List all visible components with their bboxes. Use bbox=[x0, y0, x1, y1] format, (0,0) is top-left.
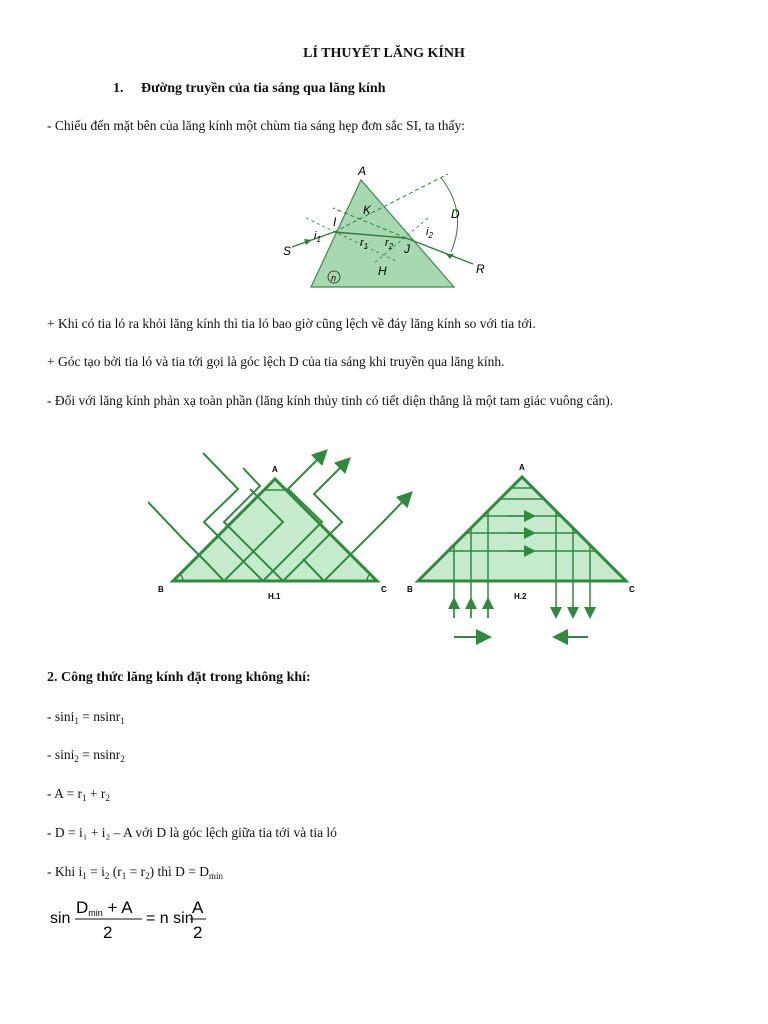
formula-3 bbox=[47, 786, 110, 803]
formula-5-s3: 1 bbox=[121, 871, 127, 881]
formula-6-numer-D: D bbox=[76, 898, 89, 917]
formula-2-prefix: - sini bbox=[47, 747, 75, 762]
formula-6-denom: 2 bbox=[103, 923, 113, 942]
formula-2-sub1: 2 bbox=[74, 754, 79, 764]
h1-label-A: A bbox=[272, 465, 278, 474]
section-1-number: 1. bbox=[113, 81, 124, 96]
formula-5-s1: 1 bbox=[82, 871, 87, 881]
formula-1-sub1: 1 bbox=[74, 716, 79, 726]
incident-ray bbox=[292, 232, 334, 247]
formula-5-t4: ) thì D = D bbox=[149, 864, 209, 879]
label-D: D bbox=[451, 207, 460, 221]
formula-1-prefix: - sini bbox=[47, 709, 75, 724]
point-1: + Khi có tia ló ra khỏi lăng kính thì tia ló bao giờ cũng lệch về đáy lăng kính so với tia tới. bbox=[47, 316, 536, 331]
prism-refraction-figure bbox=[278, 160, 498, 295]
formula-1-mid: = nsinr bbox=[78, 709, 121, 724]
total-reflection-figure bbox=[148, 448, 648, 648]
h2-label-B: B bbox=[407, 585, 413, 594]
formula-2-mid: = nsinr bbox=[78, 747, 121, 762]
label-R: R bbox=[476, 262, 485, 276]
label-H: H bbox=[378, 264, 387, 278]
formula-5-s4: 2 bbox=[145, 871, 150, 881]
label-i1 bbox=[314, 230, 321, 244]
incident-arrow bbox=[304, 239, 312, 245]
page-title: LÍ THUYẾT LĂNG KÍNH bbox=[303, 46, 465, 61]
section-1-title: Đường truyền của tia sáng qua lăng kính bbox=[141, 81, 386, 96]
h2-label-A: A bbox=[519, 463, 525, 472]
label-r1-sub: 1 bbox=[363, 242, 369, 251]
formula-3-mid: + r bbox=[86, 786, 106, 801]
point-2: + Góc tạo bởi tia ló và tia tới gọi là góc lệch D của tia sáng khi truyền qua lăng kính. bbox=[47, 354, 505, 369]
formula-3-sub2: 2 bbox=[105, 793, 110, 803]
prism-h2-triangle bbox=[418, 477, 626, 581]
label-S: S bbox=[283, 244, 292, 258]
label-r2-sub: 2 bbox=[388, 242, 394, 251]
formula-1-sub2: 1 bbox=[120, 716, 125, 726]
formula-2 bbox=[47, 747, 125, 764]
prism-h1 bbox=[148, 452, 410, 601]
label-i2 bbox=[426, 226, 433, 240]
label-A: A bbox=[358, 164, 367, 178]
h2-caption: H.2 bbox=[514, 592, 527, 601]
formula-5-t1: = i bbox=[86, 864, 105, 879]
formula-6-denom2: 2 bbox=[193, 923, 203, 942]
label-r1-main: r bbox=[360, 237, 364, 249]
label-i2-main: i bbox=[426, 226, 429, 238]
label-i1-sub: 1 bbox=[316, 235, 321, 244]
label-K: K bbox=[363, 203, 372, 217]
h1-caption: H.1 bbox=[268, 592, 281, 601]
label-i2-sub: 2 bbox=[428, 231, 433, 240]
formula-6-eq: = n sin bbox=[146, 910, 194, 927]
formula-6-sin1: sin bbox=[50, 910, 71, 927]
label-n: n bbox=[331, 273, 337, 283]
h1-label-C: C bbox=[381, 585, 387, 594]
formula-5 bbox=[47, 864, 223, 881]
formula-6-numer2: A bbox=[192, 898, 204, 917]
formula-3-prefix: - A = r bbox=[47, 786, 82, 801]
formula-1 bbox=[47, 709, 125, 726]
label-J: J bbox=[404, 242, 410, 256]
label-i1-main: i bbox=[314, 230, 317, 242]
point-3: - Đối với lăng kính phản xạ toàn phần (lăng kính thủy tinh có tiết diện thẳng là một tam giác vuông cân). bbox=[47, 393, 614, 408]
formula-5-t3: = r bbox=[126, 864, 146, 879]
label-r2-main: r bbox=[385, 237, 389, 249]
formula-5-prefix: - Khi i bbox=[47, 864, 83, 879]
formula-5-s2: 2 bbox=[104, 871, 110, 881]
section-1-heading bbox=[113, 81, 386, 97]
formula-6-numer bbox=[76, 898, 133, 918]
min-deviation-formula bbox=[50, 893, 220, 945]
h1-label-B: B bbox=[158, 585, 164, 594]
formula-4: - D = i₁ + i₂ – A với D là góc lệch giữa tia tới và tia ló bbox=[47, 825, 337, 840]
h2-label-C: C bbox=[629, 585, 635, 594]
formula-6-numer-sub: min bbox=[88, 908, 103, 918]
formula-6-numer-rest: + A bbox=[102, 898, 133, 917]
formula-2-sub2: 2 bbox=[120, 754, 125, 764]
prism-h2 bbox=[407, 463, 635, 637]
section-2-heading: 2. Công thức lăng kính đặt trong không khí: bbox=[47, 670, 311, 685]
label-I: I bbox=[333, 215, 337, 229]
formula-3-sub1: 1 bbox=[82, 793, 87, 803]
intro-text: - Chiếu đến mặt bên của lăng kính một chùm tia sáng hẹp đơn sắc SI, ta thấy: bbox=[47, 118, 466, 133]
formula-5-t2: (r bbox=[109, 864, 122, 879]
formula-5-s5: min bbox=[208, 871, 223, 881]
